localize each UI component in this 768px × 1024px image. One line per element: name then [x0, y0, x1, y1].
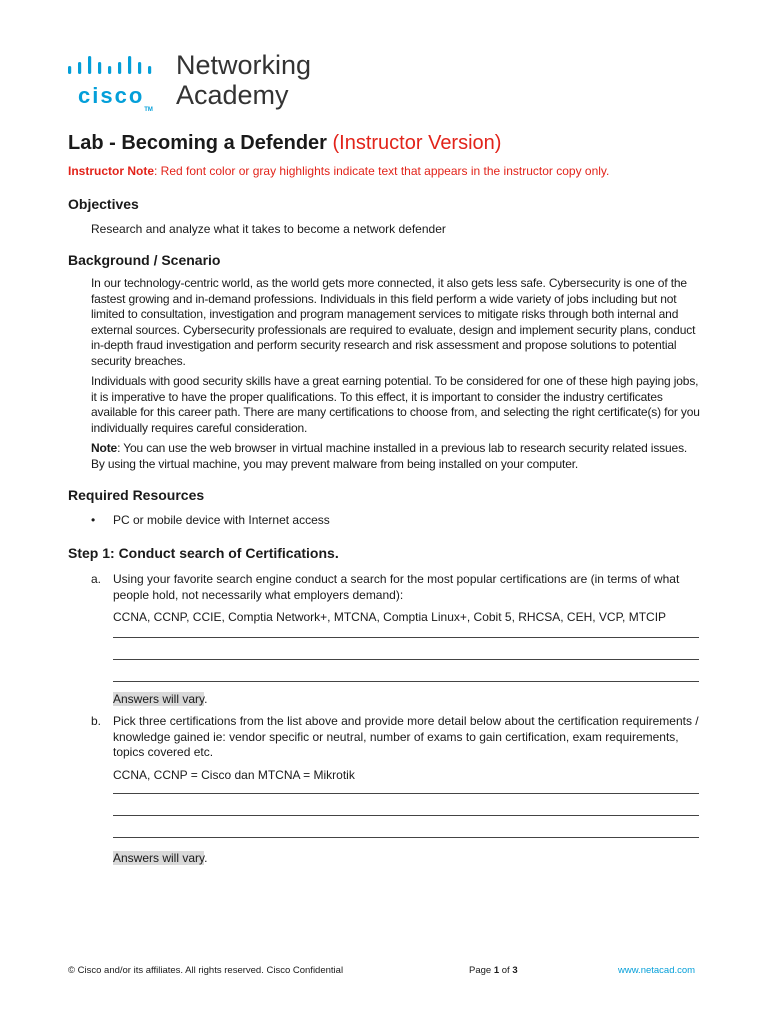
answer-line-b-1 — [113, 793, 699, 794]
copyright-icon: © — [68, 965, 75, 976]
answer-line-a-1 — [113, 637, 699, 638]
cisco-networking-academy-logo — [66, 50, 366, 112]
cisco-wordmark: cisco™ — [78, 83, 153, 113]
background-paragraph-1: In our technology-centric world, as the world gets more connected, it also gets less safe. Cybersecurity is one of the fastest growing and in-demand professions. Individuals in this field perform a wide variety of jobs including but not limited to consultation, investigation and program management services to mitigate risks through both internal and external sources. Cybersecurity professionals are required to evaluate, design and implement security plans, conduct in-depth fraud investigation and perform security research and risk assessment and propose solutions to potential security breaches. — [91, 276, 696, 368]
page-prefix: Page — [469, 965, 494, 976]
networking-academy-text — [176, 50, 311, 110]
objectives-heading: Objectives — [68, 196, 139, 212]
background-heading: Background / Scenario — [68, 252, 221, 268]
instructor-note-label: Instructor Note — [68, 164, 155, 178]
page-current: 1 — [493, 965, 500, 976]
background-paragraph-2: Individuals with good security skills have a great earning potential. To be considered for one of these high paying jobs, it is imperative to have the proper qualifications. To this effect, it is important to consider the industry certificates available for this career path. There are many certifications to choose from, and selecting the right certificate(s) for you individually requires careful consideration. — [91, 374, 700, 435]
logo-line-2: Academy — [176, 80, 289, 110]
resources-list-item — [91, 513, 330, 527]
footer-page-number — [469, 965, 518, 976]
instructor-note-text: : Red font color or gray highlights indicate text that appears in the instructor copy only. — [154, 164, 610, 178]
item-a-label: a. — [91, 572, 102, 586]
item-a-period: . — [204, 692, 208, 706]
item-b-text: Pick three certifications from the list above and provide more detail below about the certification requirements / knowledge gained ie: vendor specific or neutral, number of exams to gain certification, exam requirements, topics covered etc. — [113, 714, 699, 759]
resource-item-text: PC or mobile device with Internet access — [113, 513, 330, 527]
note-label: Note — [91, 441, 118, 455]
step1-heading: Step 1: Conduct search of Certifications. — [68, 545, 339, 561]
answer-line-b-2 — [113, 815, 699, 816]
answer-line-a-2 — [113, 659, 699, 660]
footer-copyright — [68, 965, 343, 976]
resources-heading: Required Resources — [68, 487, 205, 503]
note-text: : You can use the web browser in virtual machine installed in a previous lab to research security related issues. By using the virtual machine, you may prevent malware from being installed on your computer. — [91, 441, 688, 471]
title-main: Lab - Becoming a Defender — [68, 132, 327, 154]
item-b-highlight: Answers will vary — [113, 851, 205, 865]
logo-line-1: Networking — [176, 50, 312, 80]
item-a-instructor-answer — [113, 692, 207, 706]
answer-line-b-3 — [113, 837, 699, 838]
item-b-label: b. — [91, 714, 102, 728]
page-title — [68, 132, 501, 155]
objectives-text: Research and analyze what it takes to become a network defender — [91, 222, 446, 236]
page-mid: of — [499, 965, 513, 976]
item-b-instructor-answer — [113, 851, 207, 865]
item-a-text: Using your favorite search engine conduct a search for the most popular certifications are (in terms of what people hold, not necessarily what employers demand): — [113, 572, 680, 602]
footer-website-link[interactable]: www.netacad.com — [618, 965, 696, 976]
item-b-period: . — [204, 851, 208, 865]
copyright-text: Cisco and/or its affiliates. All rights reserved. Cisco Confidential — [75, 965, 344, 976]
background-note — [91, 441, 701, 472]
item-a-answer: CCNA, CCNP, CCIE, Comptia Network+, MTCNA, Comptia Linux+, Cobit 5, RHCSA, CEH, VCP, MTCIP — [113, 610, 667, 624]
title-version: (Instructor Version) — [332, 132, 502, 154]
page-total: 3 — [512, 965, 518, 976]
bullet-icon: • — [91, 513, 96, 527]
answer-line-a-3 — [113, 681, 699, 682]
item-a-highlight: Answers will vary — [113, 692, 205, 706]
item-b-answer: CCNA, CCNP = Cisco dan MTCNA = Mikrotik — [113, 768, 355, 782]
cisco-bars-icon — [66, 56, 162, 78]
instructor-note — [68, 164, 609, 178]
